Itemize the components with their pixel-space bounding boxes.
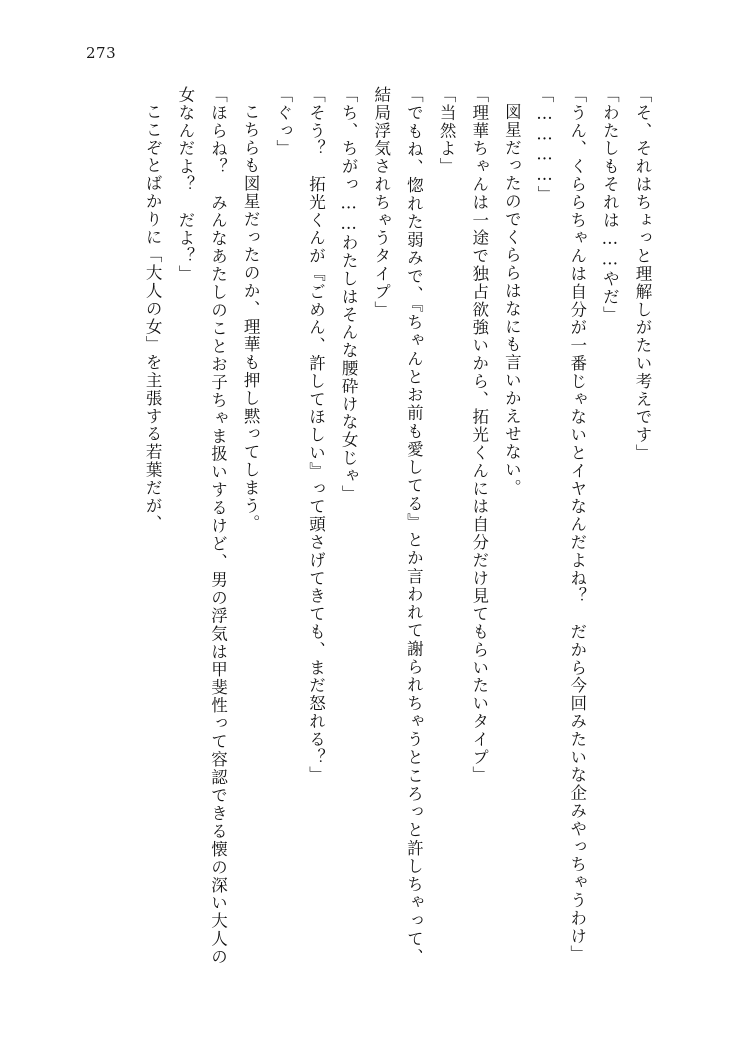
page-number: 273 xyxy=(86,44,117,62)
text-line: 「うん、くららちゃんは自分が一番じゃないとイヤなんだよね？ だから今回みたいな企みやっちゃうわけ」 xyxy=(567,86,587,964)
text-line: 「理華ちゃんは一途で独占欲強いから、拓光くんには自分だけ見てもらいたいタイプ」 xyxy=(469,86,489,785)
text-line: 「そ、それはちょっと理解しがたい考えです」 xyxy=(633,86,652,462)
text-line: 「ぐっ」 xyxy=(273,86,293,158)
text-line: 「…………」 xyxy=(535,86,555,204)
text-line: 「でもね、惚れた弱みで、『ちゃんとお前も愛してる』とか言われて謝られちゃうところっと許しちゃって、結局浮気されちゃうタイプ」 xyxy=(371,86,424,966)
text-line: 「ち、ちがっ……わたしはそんな腰砕けな女じゃ」 xyxy=(339,86,359,503)
text-line: 「わたしもそれは……やだ」 xyxy=(600,86,620,324)
page-text-body xyxy=(88,86,658,966)
text-line: 「ほらね？ みんなあたしのことお子ちゃま扱いするけど、男の浮気は甲斐性って容認できる懐の深い大人の女なんだよ？ だよ？」 xyxy=(175,86,228,966)
text-line: 図星だったのでくららはなにも言いかえせない。 xyxy=(502,102,522,497)
text-line: こちらも図星だったのか、理華も押し黙ってしまう。 xyxy=(241,102,261,533)
text-line: ここぞとばかりに「大人の女」を主張する若葉だが、 xyxy=(143,102,163,533)
text-line: 「当然よ」 xyxy=(437,86,457,176)
text-line: 「そう？ 拓光くんが『ごめん、許してほしい』って頭さげてきても、まだ怒れる？」 xyxy=(306,86,326,785)
